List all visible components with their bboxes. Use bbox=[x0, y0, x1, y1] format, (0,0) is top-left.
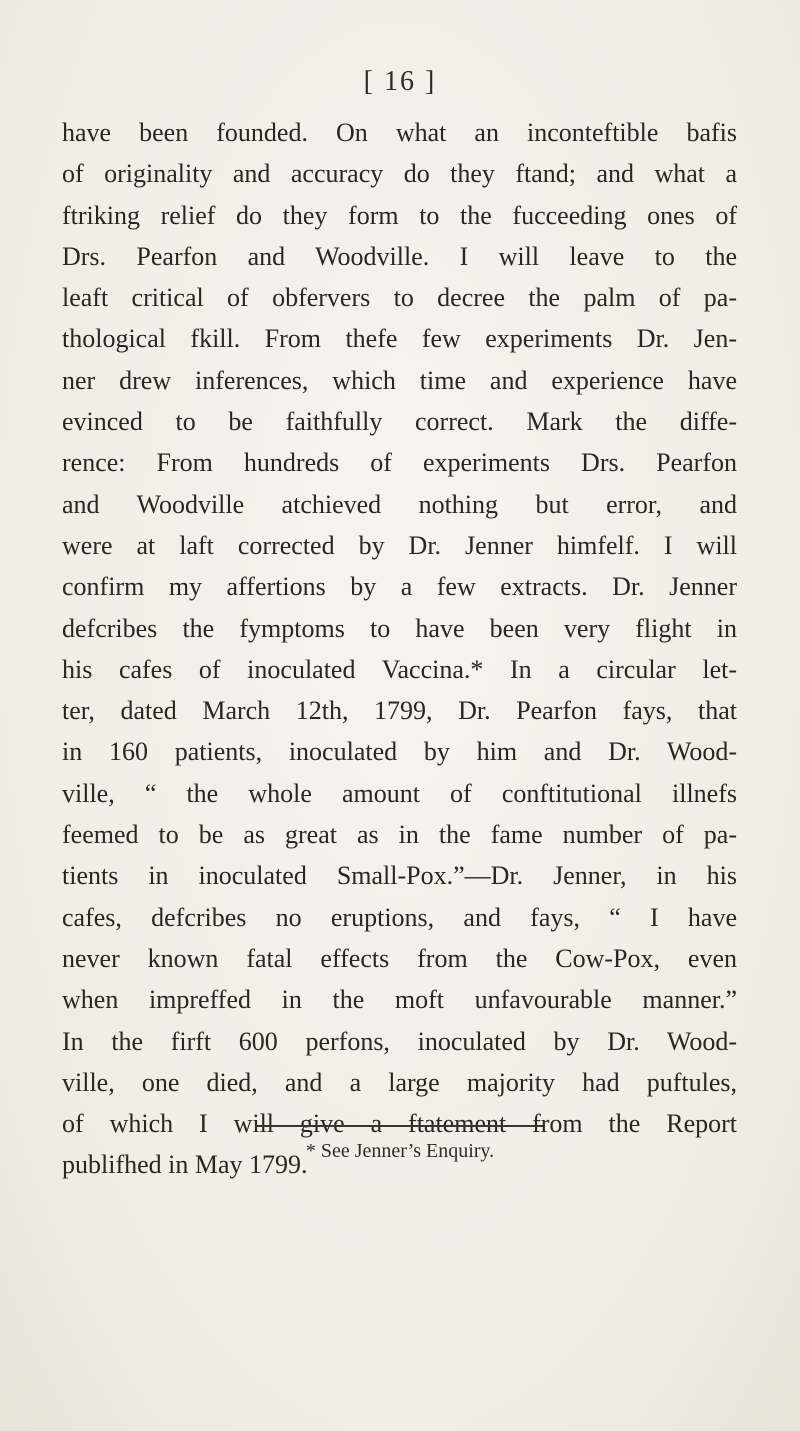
text-line: evinced to be faithfully correct. Mark the diffe- bbox=[62, 407, 737, 437]
text-line: In the firft 600 perfons, inoculated by Dr. Wood- bbox=[62, 1026, 737, 1056]
text-line: confirm my affertions by a few extracts. Dr. Jenner bbox=[62, 572, 737, 602]
text-line: ner drew inferences, which time and experience have bbox=[62, 365, 737, 395]
footnote: * See Jenner’s Enquiry. bbox=[305, 1140, 495, 1162]
text-line: were at laft corrected by Dr. Jenner himfelf. I will bbox=[62, 530, 737, 560]
text-line: have been founded. On what an inconteftible bafis bbox=[62, 118, 737, 147]
text-line: never known fatal effects from the Cow-Pox, even bbox=[62, 943, 737, 973]
text-line: thological fkill. From thefe few experiments Dr. Jen- bbox=[62, 324, 737, 354]
text-line: ter, dated March 12th, 1799, Dr. Pearfon fays, that bbox=[62, 696, 737, 726]
text-line: Drs. Pearfon and Woodville. I will leave to the bbox=[62, 241, 737, 271]
text-line: of which I will give a ftatement from the Report bbox=[62, 1109, 737, 1139]
text-line: tients in inoculated Small-Pox.”—Dr. Jenner, in his bbox=[62, 861, 737, 891]
text-line: leaft critical of obfervers to decree the palm of pa- bbox=[62, 283, 737, 313]
text-line: in 160 patients, inoculated by him and Dr. Wood- bbox=[62, 737, 737, 767]
text-line: rence: From hundreds of experiments Drs. Pearfon bbox=[62, 448, 737, 478]
text-line: feemed to be as great as in the fame number of pa- bbox=[62, 820, 737, 850]
text-line: ftriking relief do they form to the fucceeding ones of bbox=[62, 200, 737, 230]
text-line: ville, “ the whole amount of conftitutional illnefs bbox=[62, 778, 737, 808]
text-line: defcribes the fymptoms to have been very flight in bbox=[62, 613, 737, 643]
text-line: when impreffed in the moft unfavourable manner.” bbox=[62, 985, 737, 1015]
text-line: ville, one died, and a large majority had puftules, bbox=[62, 1067, 737, 1097]
body-paragraph bbox=[62, 112, 737, 1186]
text-line: and Woodville atchieved nothing but error, and bbox=[62, 489, 737, 519]
footnote-divider bbox=[255, 1125, 543, 1127]
text-line: his cafes of inoculated Vaccina.* In a circular let- bbox=[62, 654, 737, 684]
text-line: publifhed in May 1799. bbox=[62, 1150, 308, 1180]
page-number: [ 16 ] bbox=[363, 66, 437, 97]
text-line: of originality and accuracy do they ftand; and what a bbox=[62, 159, 737, 189]
text-line: cafes, defcribes no eruptions, and fays, “ I have bbox=[62, 902, 737, 932]
